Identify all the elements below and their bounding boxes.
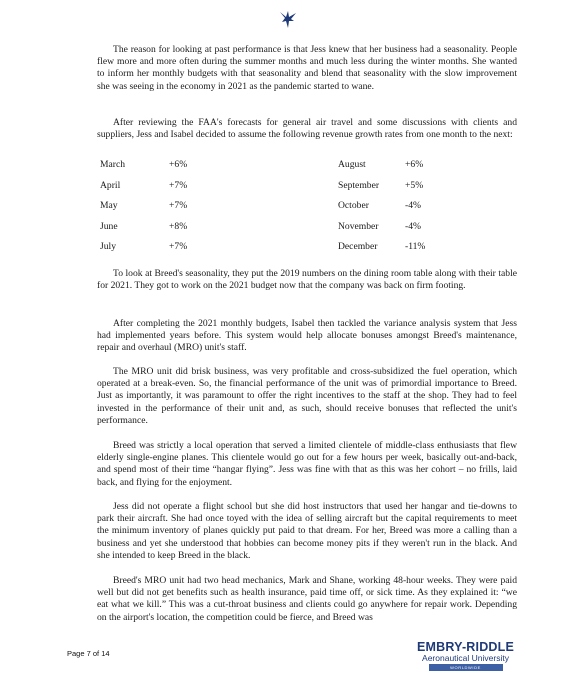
- month-label: April: [100, 179, 121, 191]
- growth-rate-value: -4%: [405, 200, 421, 212]
- growth-rate-row: [100, 159, 440, 180]
- month-label: June: [100, 220, 118, 232]
- paragraph-head-mechanics: Breed's MRO unit had two head mechanics, Mark and Shane, working 48-hour weeks. They were paid well but did not get benefits such as health insurance, paid time off, or sick time. As they explained it: “we eat what we kill.” This was a cut-throat business and clients could go anywhere for repair work. Depending on the airport's location, the competition could be fierce, and Breed was: [97, 575, 517, 623]
- month-label: November: [338, 220, 379, 232]
- growth-rate-value: +5%: [405, 179, 424, 191]
- month-label: August: [338, 159, 366, 170]
- paragraph-local-operation: Breed was strictly a local operation that served a limited clientele of middle-class enthusiasts that flew elderly single-engine planes. This clientele would go out for a few hours per week, basically out-and-back, and spend most of their time “hangar flying”. Jess was fine with that as this was her cohort – no frills, laid back, and flying for the enjoyment.: [97, 440, 517, 488]
- growth-rate-value: +7%: [169, 179, 188, 191]
- logo-subtitle: Aeronautical University: [422, 653, 509, 663]
- growth-rate-value: +6%: [405, 159, 424, 170]
- growth-rate-value: -4%: [405, 220, 421, 232]
- growth-rate-row: [100, 180, 440, 201]
- month-label: March: [100, 159, 126, 170]
- month-label: December: [338, 241, 378, 253]
- eagle-logo-icon: [277, 8, 299, 30]
- growth-rate-value: +6%: [169, 159, 188, 170]
- growth-rate-value: -11%: [405, 241, 426, 253]
- growth-rate-row: [100, 241, 440, 262]
- month-label: October: [338, 200, 369, 212]
- logo-tagline: WORLDWIDE: [429, 664, 503, 671]
- month-label: July: [100, 241, 116, 253]
- growth-rate-row: [100, 200, 440, 221]
- page-number: Page 7 of 14: [67, 649, 110, 658]
- paragraph-flight-school: Jess did not operate a flight school but she did host instructors that used her hangar and tie-downs to park their aircraft. She had once toyed with the idea of selling aircraft but the capital requirements to meet the minimum inventory of planes quickly put paid to that dream. For her, Breed was more a calling than a business and yet she understood that hobbies can become money pits if they weren't run in the black. And she intended to keep Breed in the black.: [97, 501, 517, 561]
- paragraph-mro-unit: The MRO unit did brisk business, was very profitable and cross-subsidized the fuel operation, which operated at a break-even. So, the financial performance of the unit was of primordial importance to Breed. Just as importantly, it was paramount to offer the right incentives to the staff at the shop. They had to feel invested in the performance of their unit and, as such, should receive bonuses that reflected the unit's performance.: [97, 366, 517, 426]
- growth-rate-value: +8%: [169, 220, 188, 232]
- month-label: September: [338, 179, 380, 191]
- paragraph-variance-analysis: After completing the 2021 monthly budgets, Isabel then tackled the variance analysis system that Jess had implemented years before. This system would help allocate bonuses amongst Breed's maintenance, repair and overhaul (MRO) unit's staff.: [97, 318, 517, 354]
- month-label: May: [100, 200, 118, 212]
- paragraph-seasonality: The reason for looking at past performance is that Jess knew that her business had a seasonality. People flew more and more often during the summer months and much less during the winter months. She wanted to inform her monthly budgets with that seasonality and blend that seasonality with the slow improvement she was seeing in the economy in 2021 as the pandemic started to wane.: [97, 44, 517, 92]
- paragraph-breed-seasonality: To look at Breed's seasonality, they put the 2019 numbers on the dining room table along with their table for 2021. They got to work on the 2021 budget now that the company was back on firm footing.: [97, 268, 517, 292]
- embry-riddle-logo: [408, 641, 523, 671]
- logo-name: EMBRY-RIDDLE: [416, 640, 515, 654]
- growth-rate-row: [100, 221, 440, 242]
- growth-rate-value: +7%: [169, 241, 188, 253]
- growth-rate-table: [100, 159, 440, 262]
- growth-rate-value: +7%: [169, 200, 188, 212]
- paragraph-faa-forecast: After reviewing the FAA's forecasts for general air travel and some discussions with clients and suppliers, Jess and Isabel decided to assume the following revenue growth rates from one month to the next:: [97, 117, 517, 141]
